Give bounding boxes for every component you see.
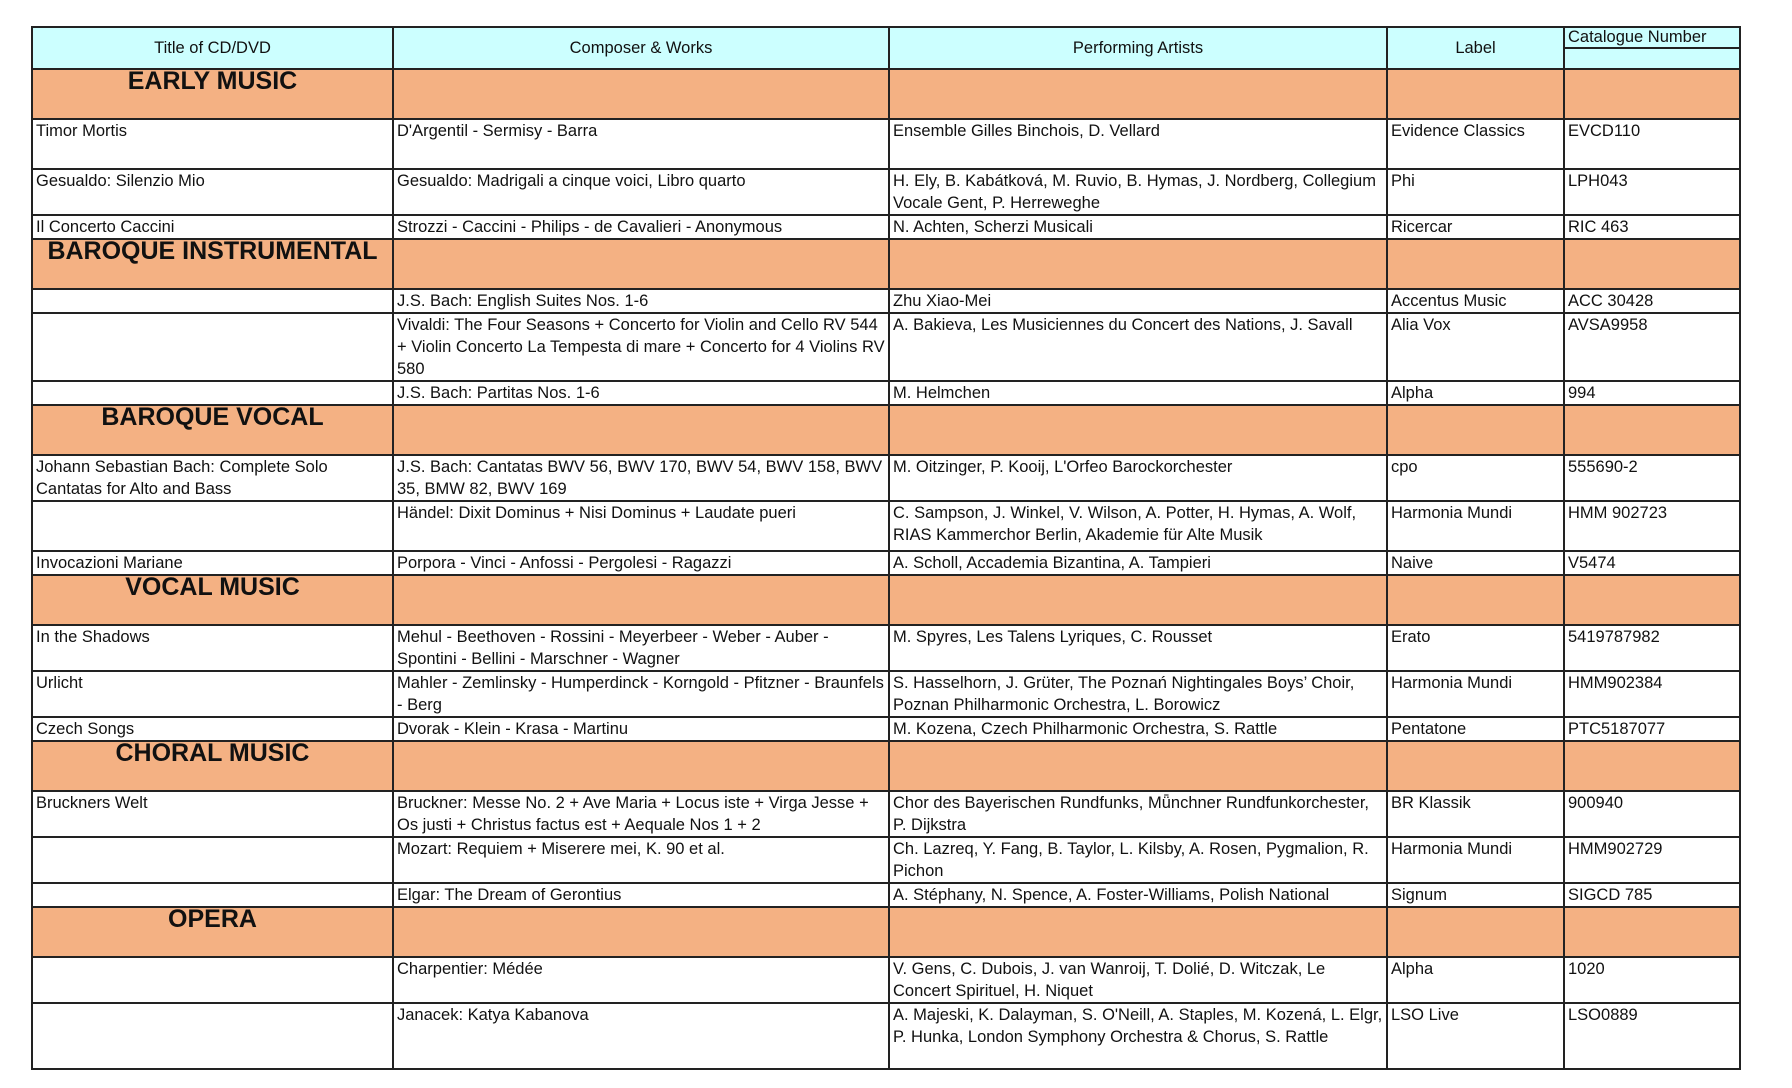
cell-works: Janacek: Katya Kabanova — [393, 1003, 889, 1069]
cell-artists: Zhu Xiao-Mei — [889, 289, 1387, 313]
table-row — [32, 717, 1740, 741]
table-row — [32, 625, 1740, 671]
cell-title — [32, 837, 393, 883]
catalogue-table — [31, 26, 1741, 1070]
cell-works: Bruckner: Messe No. 2 + Ave Maria + Locus iste + Virga Jesse + Os justi + Christus factus est + Aequale Nos 1 + 2 — [393, 791, 889, 837]
section-fill-cell — [1564, 741, 1740, 791]
cell-catalogue: 994 — [1564, 381, 1740, 405]
cell-label: Phi — [1387, 169, 1564, 215]
cell-works: J.S. Bach: English Suites Nos. 1-6 — [393, 289, 889, 313]
cell-catalogue: LPH043 — [1564, 169, 1740, 215]
cell-label: Naive — [1387, 551, 1564, 575]
cell-works: Dvorak - Klein - Krasa - Martinu — [393, 717, 889, 741]
cell-artists: M. Kozena, Czech Philharmonic Orchestra, S. Rattle — [889, 717, 1387, 741]
cell-catalogue: 555690-2 — [1564, 455, 1740, 501]
table-row — [32, 791, 1740, 837]
cell-title: Gesualdo: Silenzio Mio — [32, 169, 393, 215]
cell-works: Charpentier: Médée — [393, 957, 889, 1003]
section-title: CHORAL MUSIC — [32, 741, 393, 791]
table-row — [32, 455, 1740, 501]
section-row — [32, 239, 1740, 289]
cell-label: Harmonia Mundi — [1387, 837, 1564, 883]
cell-title: Urlicht — [32, 671, 393, 717]
cell-artists: A. Majeski, K. Dalayman, S. O'Neill, A. Staples, M. Kozená, L. Elgr, P. Hunka, London Symphony Orchestra & Chorus, S. Rattle — [889, 1003, 1387, 1069]
section-fill-cell — [1564, 69, 1740, 119]
cell-catalogue: EVCD110 — [1564, 119, 1740, 169]
cell-works: J.S. Bach: Cantatas BWV 56, BWV 170, BWV 54, BWV 158, BWV 35, BMW 82, BWV 169 — [393, 455, 889, 501]
table-row — [32, 501, 1740, 551]
cell-catalogue: 900940 — [1564, 791, 1740, 837]
cell-works: Gesualdo: Madrigali a cinque voici, Libro quarto — [393, 169, 889, 215]
section-fill-cell — [393, 405, 889, 455]
cell-artists: M. Oitzinger, P. Kooij, L'Orfeo Barockorchester — [889, 455, 1387, 501]
section-fill-cell — [1564, 907, 1740, 957]
table-row — [32, 119, 1740, 169]
header-label: Label — [1387, 27, 1564, 69]
section-fill-cell — [1387, 575, 1564, 625]
cell-catalogue: HMM902729 — [1564, 837, 1740, 883]
section-fill-cell — [889, 575, 1387, 625]
table-row — [32, 837, 1740, 883]
section-title: OPERA — [32, 907, 393, 957]
cell-works: Händel: Dixit Dominus + Nisi Dominus + Laudate pueri — [393, 501, 889, 551]
cell-works: J.S. Bach: Partitas Nos. 1-6 — [393, 381, 889, 405]
section-fill-cell — [393, 69, 889, 119]
cell-catalogue: ACC 30428 — [1564, 289, 1740, 313]
cell-label: Harmonia Mundi — [1387, 501, 1564, 551]
cell-title: Johann Sebastian Bach: Complete Solo Cantatas for Alto and Bass — [32, 455, 393, 501]
cell-catalogue: PTC5187077 — [1564, 717, 1740, 741]
table-body — [32, 69, 1740, 1069]
cell-works: Vivaldi: The Four Seasons + Concerto for Violin and Cello RV 544 + Violin Concerto La Tempesta di mare + Concerto for 4 Violins RV 580 — [393, 313, 889, 381]
cell-label: Evidence Classics — [1387, 119, 1564, 169]
cell-title — [32, 289, 393, 313]
section-fill-cell — [393, 575, 889, 625]
section-row — [32, 575, 1740, 625]
cell-label: Harmonia Mundi — [1387, 671, 1564, 717]
section-title: EARLY MUSIC — [32, 69, 393, 119]
section-fill-cell — [393, 741, 889, 791]
cell-label: Alia Vox — [1387, 313, 1564, 381]
table-row — [32, 169, 1740, 215]
header-catalogue-subcell — [1565, 47, 1739, 68]
cell-artists: H. Ely, B. Kabátková, M. Ruvio, B. Hymas, J. Nordberg, Collegium Vocale Gent, P. Herreweghe — [889, 169, 1387, 215]
cell-title: In the Shadows — [32, 625, 393, 671]
cell-label: Erato — [1387, 625, 1564, 671]
cell-title — [32, 1003, 393, 1069]
section-fill-cell — [889, 907, 1387, 957]
section-title: BAROQUE INSTRUMENTAL — [32, 239, 393, 289]
cell-title — [32, 957, 393, 1003]
cell-artists: A. Stéphany, N. Spence, A. Foster-Williams, Polish National — [889, 883, 1387, 907]
cell-artists: Chor des Bayerischen Rundfunks, Mǖnchner Rundfunkorchester, P. Dijkstra — [889, 791, 1387, 837]
section-fill-cell — [1387, 741, 1564, 791]
table-row — [32, 313, 1740, 381]
section-fill-cell — [1564, 575, 1740, 625]
cell-title — [32, 501, 393, 551]
cell-works: Strozzi - Caccini - Philips - de Cavalieri - Anonymous — [393, 215, 889, 239]
table-row — [32, 957, 1740, 1003]
cell-label: Signum — [1387, 883, 1564, 907]
section-row — [32, 907, 1740, 957]
cell-title: Timor Mortis — [32, 119, 393, 169]
header-catalogue-label: Catalogue Number — [1568, 28, 1707, 46]
cell-artists: Ch. Lazreq, Y. Fang, B. Taylor, L. Kilsby, A. Rosen, Pygmalion, R. Pichon — [889, 837, 1387, 883]
section-fill-cell — [1564, 239, 1740, 289]
header-artists: Performing Artists — [889, 27, 1387, 69]
section-fill-cell — [889, 69, 1387, 119]
cell-catalogue: RIC 463 — [1564, 215, 1740, 239]
section-fill-cell — [1387, 405, 1564, 455]
cell-title: Czech Songs — [32, 717, 393, 741]
table-row — [32, 883, 1740, 907]
cell-artists: V. Gens, C. Dubois, J. van Wanroij, T. Dolié, D. Witczak, Le Concert Spirituel, H. Niquet — [889, 957, 1387, 1003]
cell-label: LSO Live — [1387, 1003, 1564, 1069]
cell-catalogue: SIGCD 785 — [1564, 883, 1740, 907]
section-row — [32, 741, 1740, 791]
table-row — [32, 671, 1740, 717]
header-title: Title of CD/DVD — [32, 27, 393, 69]
section-fill-cell — [889, 239, 1387, 289]
cell-artists: Ensemble Gilles Binchois, D. Vellard — [889, 119, 1387, 169]
table-row — [32, 551, 1740, 575]
section-fill-cell — [1387, 907, 1564, 957]
cell-title — [32, 381, 393, 405]
header-composer: Composer & Works — [393, 27, 889, 69]
cell-artists: A. Bakieva, Les Musiciennes du Concert des Nations, J. Savall — [889, 313, 1387, 381]
cell-title: Il Concerto Caccini — [32, 215, 393, 239]
section-fill-cell — [889, 405, 1387, 455]
table-row — [32, 1003, 1740, 1069]
section-fill-cell — [889, 741, 1387, 791]
cell-label: cpo — [1387, 455, 1564, 501]
cell-title: Invocazioni Mariane — [32, 551, 393, 575]
cell-title — [32, 883, 393, 907]
cell-label: Pentatone — [1387, 717, 1564, 741]
section-title: BAROQUE VOCAL — [32, 405, 393, 455]
cell-works: Mehul - Beethoven - Rossini - Meyerbeer - Weber - Auber - Spontini - Bellini - Marschner - Wagner — [393, 625, 889, 671]
header-row — [32, 27, 1740, 69]
section-row — [32, 405, 1740, 455]
section-fill-cell — [1387, 239, 1564, 289]
cell-label: Alpha — [1387, 381, 1564, 405]
section-fill-cell — [1387, 69, 1564, 119]
table-row — [32, 381, 1740, 405]
section-fill-cell — [1564, 405, 1740, 455]
cell-artists: C. Sampson, J. Winkel, V. Wilson, A. Potter, H. Hymas, A. Wolf, RIAS Kammerchor Berlin, Akademie für Alte Musik — [889, 501, 1387, 551]
header-catalogue — [1564, 27, 1740, 69]
cell-catalogue: LSO0889 — [1564, 1003, 1740, 1069]
cell-works: Mozart: Requiem + Miserere mei, K. 90 et al. — [393, 837, 889, 883]
section-fill-cell — [393, 907, 889, 957]
cell-artists: M. Helmchen — [889, 381, 1387, 405]
cell-catalogue: HMM 902723 — [1564, 501, 1740, 551]
cell-works: Porpora - Vinci - Anfossi - Pergolesi - Ragazzi — [393, 551, 889, 575]
section-row — [32, 69, 1740, 119]
table-row — [32, 215, 1740, 239]
cell-catalogue: 5419787982 — [1564, 625, 1740, 671]
cell-artists: N. Achten, Scherzi Musicali — [889, 215, 1387, 239]
cell-works: Elgar: The Dream of Gerontius — [393, 883, 889, 907]
cell-label: Ricercar — [1387, 215, 1564, 239]
cell-catalogue: V5474 — [1564, 551, 1740, 575]
cell-title — [32, 313, 393, 381]
cell-label: Accentus Music — [1387, 289, 1564, 313]
cell-catalogue: AVSA9958 — [1564, 313, 1740, 381]
section-title: VOCAL MUSIC — [32, 575, 393, 625]
cell-label: Alpha — [1387, 957, 1564, 1003]
cell-catalogue: 1020 — [1564, 957, 1740, 1003]
cell-title: Bruckners Welt — [32, 791, 393, 837]
cell-label: BR Klassik — [1387, 791, 1564, 837]
cell-catalogue: HMM902384 — [1564, 671, 1740, 717]
cell-works: Mahler - Zemlinsky - Humperdinck - Korngold - Pfitzner - Braunfels - Berg — [393, 671, 889, 717]
cell-artists: S. Hasselhorn, J. Grüter, The Poznań Nightingales Boys’ Choir, Poznan Philharmonic Orchestra, L. Borowicz — [889, 671, 1387, 717]
cell-works: D'Argentil - Sermisy - Barra — [393, 119, 889, 169]
cell-artists: M. Spyres, Les Talens Lyriques, C. Rousset — [889, 625, 1387, 671]
cell-artists: A. Scholl, Accademia Bizantina, A. Tampieri — [889, 551, 1387, 575]
section-fill-cell — [393, 239, 889, 289]
table-row — [32, 289, 1740, 313]
